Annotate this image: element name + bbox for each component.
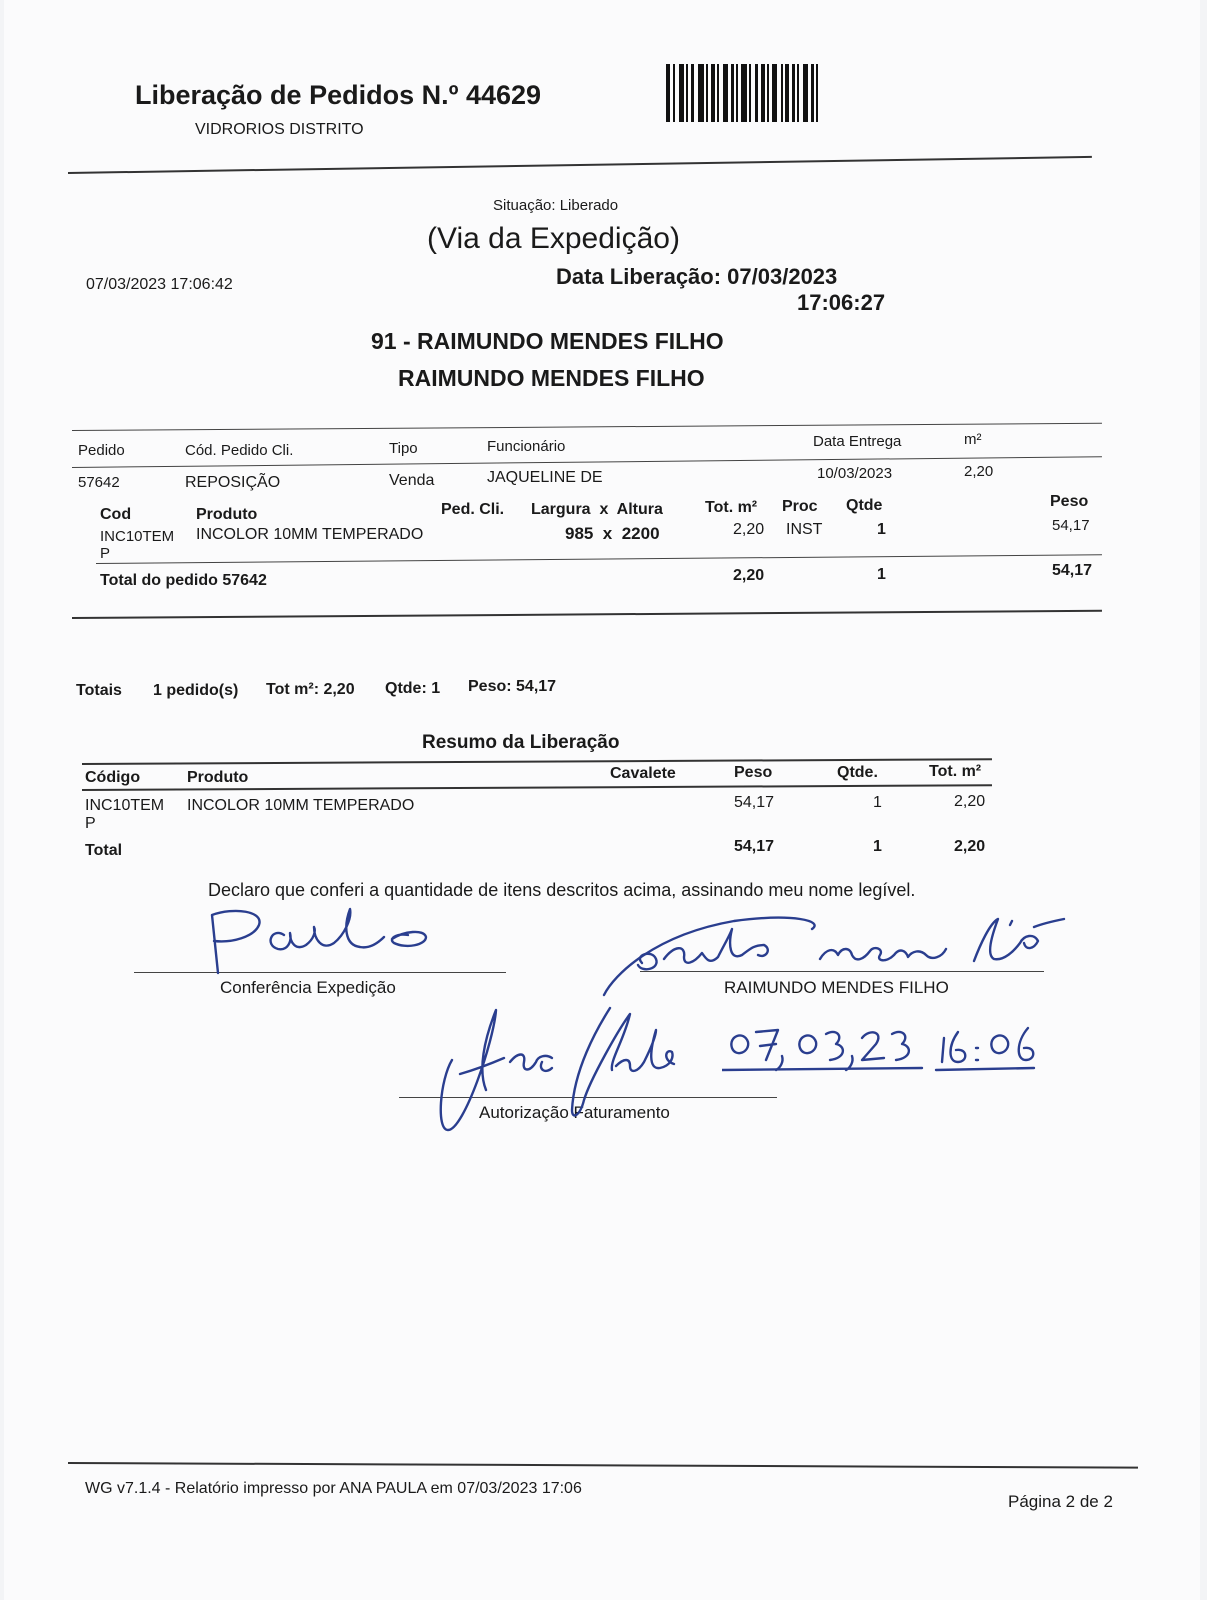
resumo-produto: INCOLOR 10MM TEMPERADO: [187, 797, 415, 814]
header-pedido: Pedido: [78, 442, 125, 459]
item-header-produto: Produto: [196, 506, 258, 523]
order-total-qtde: 1: [877, 566, 886, 583]
barcode: [666, 64, 848, 122]
order-m2: 2,20: [964, 463, 994, 480]
order-total-m2: 2,20: [733, 567, 765, 584]
totals-qtde: Qtde: 1: [385, 680, 441, 697]
item-header-proc: Proc: [782, 498, 818, 515]
resumo-header-cavalete: Cavalete: [610, 765, 676, 782]
client-name: RAIMUNDO MENDES FILHO: [398, 365, 705, 391]
order-total-peso: 54,17: [1052, 562, 1093, 579]
resumo-header-codigo: Código: [85, 769, 141, 786]
item-header-tot-m2: Tot. m²: [705, 499, 758, 516]
item-cod: INC10TEM: [100, 528, 175, 545]
handwritten-signature-client: [594, 915, 1074, 1005]
divider: [72, 610, 1102, 619]
resumo-peso: 54,17: [734, 794, 775, 811]
page-number: Página 2 de 2: [1008, 1492, 1113, 1511]
divider: [68, 156, 1092, 174]
item-header-largura-altura: Largura x Altura: [531, 501, 663, 518]
divider: [68, 1462, 1138, 1469]
resumo-total-label: Total: [85, 842, 123, 859]
order-tipo: Venda: [389, 472, 435, 489]
order-funcionario: JAQUELINE DE: [487, 469, 603, 486]
header-m2: m²: [964, 431, 982, 448]
resumo-header-peso: Peso: [734, 764, 773, 781]
resumo-tot-m2: 2,20: [954, 793, 986, 810]
item-proc: INST: [786, 521, 823, 538]
resumo-title: Resumo da Liberação: [422, 732, 620, 753]
printed-datetime: 07/03/2023 17:06:42: [86, 276, 233, 293]
handwritten-signature-autorizacao: [434, 1000, 694, 1140]
totals-tot-m2: Tot m²: 2,20: [266, 681, 355, 698]
totals-label: Totais: [76, 682, 122, 699]
client-signature-label: RAIMUNDO MENDES FILHO: [724, 978, 949, 997]
order-total-label: Total do pedido 57642: [100, 572, 267, 589]
header-tipo: Tipo: [389, 440, 418, 457]
item-produto: INCOLOR 10MM TEMPERADO: [196, 526, 424, 543]
hora-liberacao: 17:06:27: [797, 290, 886, 315]
divider: [96, 554, 1102, 564]
situacao-status: Situação: Liberado: [493, 197, 619, 214]
item-header-qtde: Qtde: [846, 497, 883, 514]
resumo-total-tot-m2: 2,20: [954, 838, 986, 855]
resumo-total-peso: 54,17: [734, 838, 775, 855]
declaration-text: Declaro que conferi a quantidade de itens descritos acima, assinando meu nome legível.: [208, 880, 916, 900]
document-title: Liberação de Pedidos N.º 44629: [135, 80, 542, 110]
resumo-header-qtde: Qtde.: [837, 764, 878, 781]
resumo-qtde: 1: [873, 794, 882, 811]
via-title: (Via da Expedição): [427, 222, 680, 255]
order-cod-pedido-cli: REPOSIÇÃO: [185, 474, 281, 491]
item-cod-cont: P: [100, 545, 111, 562]
header-data-entrega: Data Entrega: [813, 433, 902, 450]
item-header-cod: Cod: [100, 506, 132, 523]
client-code-name: 91 - RAIMUNDO MENDES FILHO: [371, 328, 724, 354]
divider: [72, 423, 1102, 431]
item-qtde: 1: [877, 521, 886, 538]
item-largura-altura: 985 x 2200: [565, 524, 660, 543]
autorizacao-label: Autorização Faturamento: [479, 1103, 670, 1122]
header-funcionario: Funcionário: [487, 438, 566, 455]
resumo-total-qtde: 1: [873, 838, 882, 855]
document-page: [4, 0, 1200, 1600]
totals-peso: Peso: 54,17: [468, 678, 557, 695]
resumo-codigo-cont: P: [85, 815, 96, 832]
handwritten-signature-conferencia: [174, 905, 454, 980]
data-liberacao: Data Liberação: 07/03/2023: [556, 264, 838, 289]
conferencia-label: Conferência Expedição: [220, 978, 396, 997]
item-header-peso: Peso: [1050, 493, 1089, 510]
company-name: VIDRORIOS DISTRITO: [195, 121, 364, 138]
totals-pedidos: 1 pedido(s): [153, 682, 239, 699]
resumo-header-tot-m2: Tot. m²: [929, 763, 982, 780]
header-cod-pedido-cli: Cód. Pedido Cli.: [185, 442, 294, 459]
footer-report-info: WG v7.1.4 - Relatório impresso por ANA PAULA em 07/03/2023 17:06: [85, 1480, 582, 1497]
resumo-codigo: INC10TEM: [85, 797, 165, 814]
order-data-entrega: 10/03/2023: [817, 465, 893, 482]
item-tot-m2: 2,20: [733, 521, 765, 538]
resumo-header-produto: Produto: [187, 769, 249, 786]
handwritten-date: [722, 1018, 1042, 1078]
order-pedido: 57642: [78, 474, 120, 491]
item-peso: 54,17: [1052, 517, 1090, 534]
item-header-ped-cli: Ped. Cli.: [441, 501, 505, 518]
